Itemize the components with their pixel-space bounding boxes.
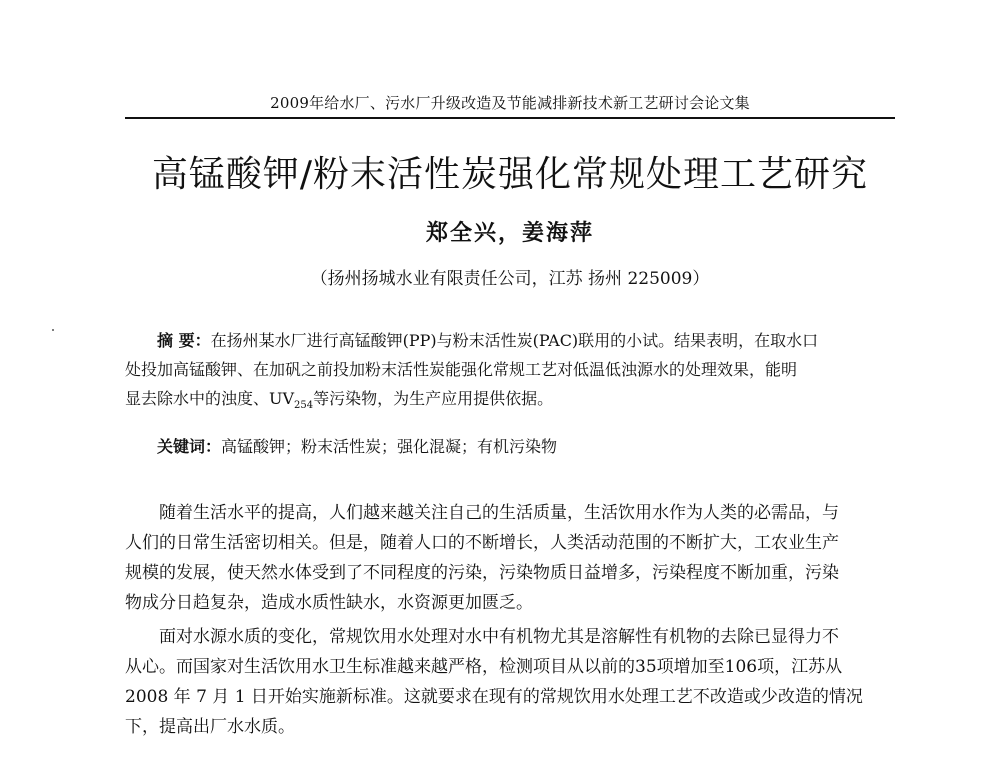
abstract-text-3b: 等污染物，为生产应用提供依据。	[313, 389, 554, 408]
abstract-label: 摘 要：	[157, 331, 211, 350]
body-line: 下，提高出厂水水质。	[125, 717, 295, 737]
abstract-block	[125, 326, 895, 420]
paper-authors: 郑全兴，姜海萍	[425, 220, 594, 246]
body-line: 随着生活水平的提高，人们越来越关注自己的生活质量，生活饮用水作为人类的必需品，与	[159, 503, 839, 523]
body-text	[125, 498, 895, 742]
keywords-line	[157, 434, 895, 457]
body-line: 规模的发展，使天然水体受到了不同程度的污染，污染物质日益增多，污染程度不断加重，污染	[125, 563, 839, 583]
body-line: 2008 年 7 月 1 日开始实施新标准。这就要求在现有的常规饮用水处理工艺不改造或少改造的情况	[125, 687, 863, 707]
uv-subscript: 254	[294, 400, 314, 412]
keywords-text: 高锰酸钾；粉末活性炭；强化混凝；有机污染物	[221, 437, 558, 456]
header-rule	[125, 117, 895, 119]
paragraph-1	[125, 498, 895, 618]
scan-speck	[52, 329, 54, 331]
paper-title: 高锰酸钾/粉末活性炭强化常规处理工艺研究	[151, 154, 869, 195]
abstract-line-1	[125, 326, 895, 355]
paper-affiliation: （扬州扬城水业有限责任公司，江苏 扬州 225009）	[310, 269, 710, 289]
body-line: 面对水源水质的变化，常规饮用水处理对水中有机物尤其是溶解性有机物的去除已显得力不	[159, 627, 839, 647]
body-line: 人们的日常生活密切相关。但是，随着人口的不断增长，人类活动范围的不断扩大，工农业生产	[125, 533, 839, 553]
running-header: 2009年给水厂、污水厂升级改造及节能减排新技术新工艺研讨会论文集	[270, 94, 750, 112]
abstract-text-1: 在扬州某水厂进行高锰酸钾(PP)与粉末活性炭(PAC)联用的小试。结果表明，在取水口	[210, 331, 819, 350]
abstract-line-2: 处投加高锰酸钾、在加矾之前投加粉末活性炭能强化常规工艺对低温低浊源水的处理效果，能明	[125, 360, 798, 379]
body-line: 从心。而国家对生活饮用水卫生标准越来越严格，检测项目从以前的35项增加至106项，江苏从	[125, 657, 843, 677]
body-line: 物成分日趋复杂，造成水质性缺水，水资源更加匮乏。	[125, 593, 533, 613]
keywords-label: 关键词：	[157, 437, 222, 456]
abstract-line-3	[125, 384, 895, 420]
abstract-text-3a: 显去除水中的浊度、UV	[125, 389, 295, 408]
paragraph-2	[125, 622, 895, 742]
